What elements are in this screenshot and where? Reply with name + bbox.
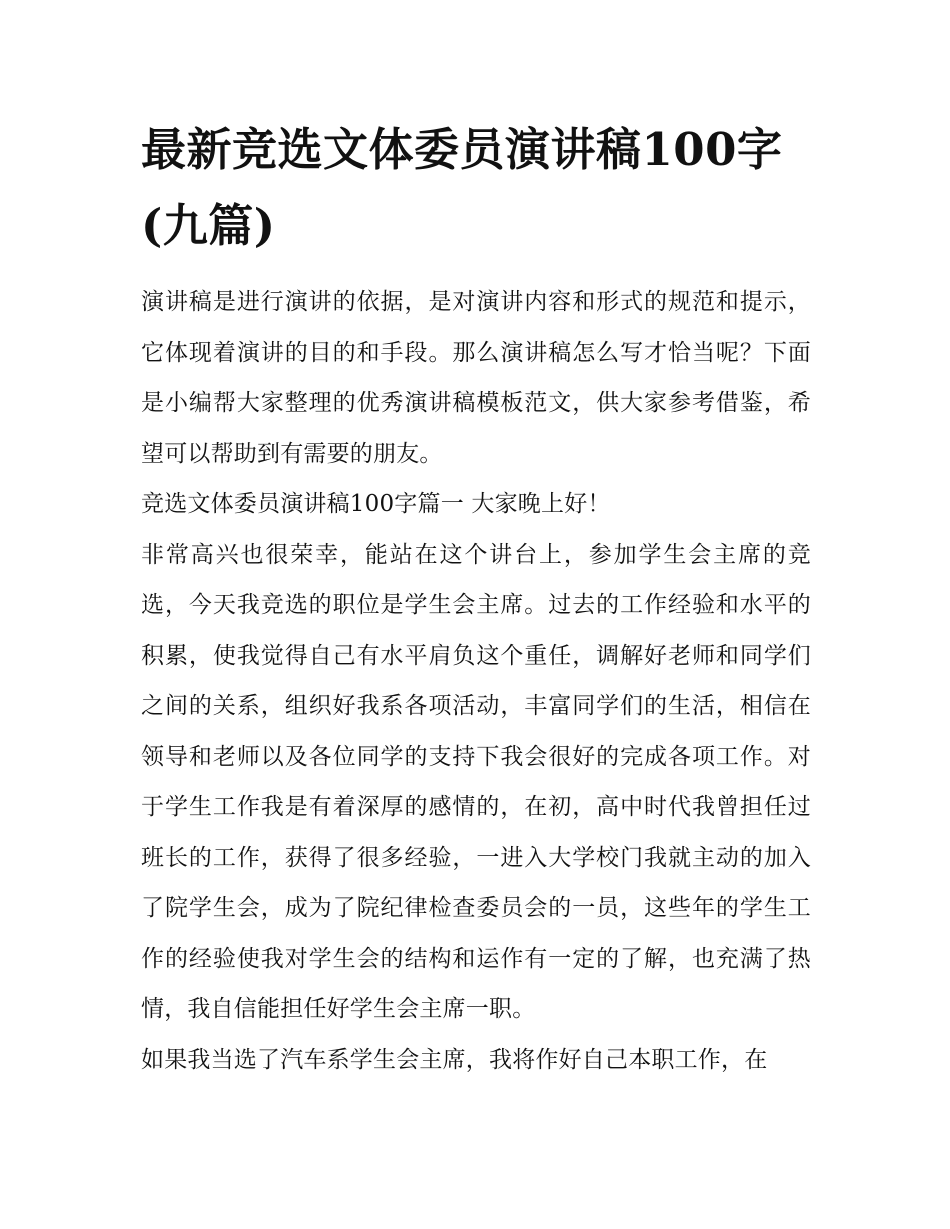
section-heading: 竞选文体委员演讲稿100字篇一 大家晚上好！ <box>141 491 611 517</box>
intro-paragraph: 演讲稿是进行演讲的依据，是对演讲内容和形式的规范和提示，它体现着演讲的目的和手段。那么演讲稿怎么写才恰当呢？下面是小编帮大家整理的优秀演讲稿模板范文，供大家参考借鉴，希望可以帮助到有需要的朋友。 <box>141 289 811 467</box>
body-paragraph-2: 如果我当选了汽车系学生会主席，我将作好自己本职工作，在 <box>141 1046 768 1073</box>
body-paragraph-1: 非常高兴也很荣幸，能站在这个讲台上，参加学生会主席的竞选，今天我竞选的职位是学生会主席。过去的工作经验和水平的积累，使我觉得自己有水平肩负这个重任，调解好老师和同学们之间的关系，组织好我系各项活动，丰富同学们的生活，相信在领导和老师以及各位同学的支持下我会很好的完成各项工作。对于学生工作我是有着深厚的感情的，在初，高中时代我曾担任过班长的工作，获得了很多经验，一进入大学校门我就主动的加入了院学生会，成为了院纪律检查委员会的一员，这些年的学生工作的经验使我对学生会的结构和运作有一定的了解，也充满了热情，我自信能担任好学生会主席一职。 <box>141 541 811 1022</box>
document-title: 最新竞选文体委员演讲稿100字(九篇) <box>141 123 783 252</box>
document-body <box>141 112 811 1085</box>
